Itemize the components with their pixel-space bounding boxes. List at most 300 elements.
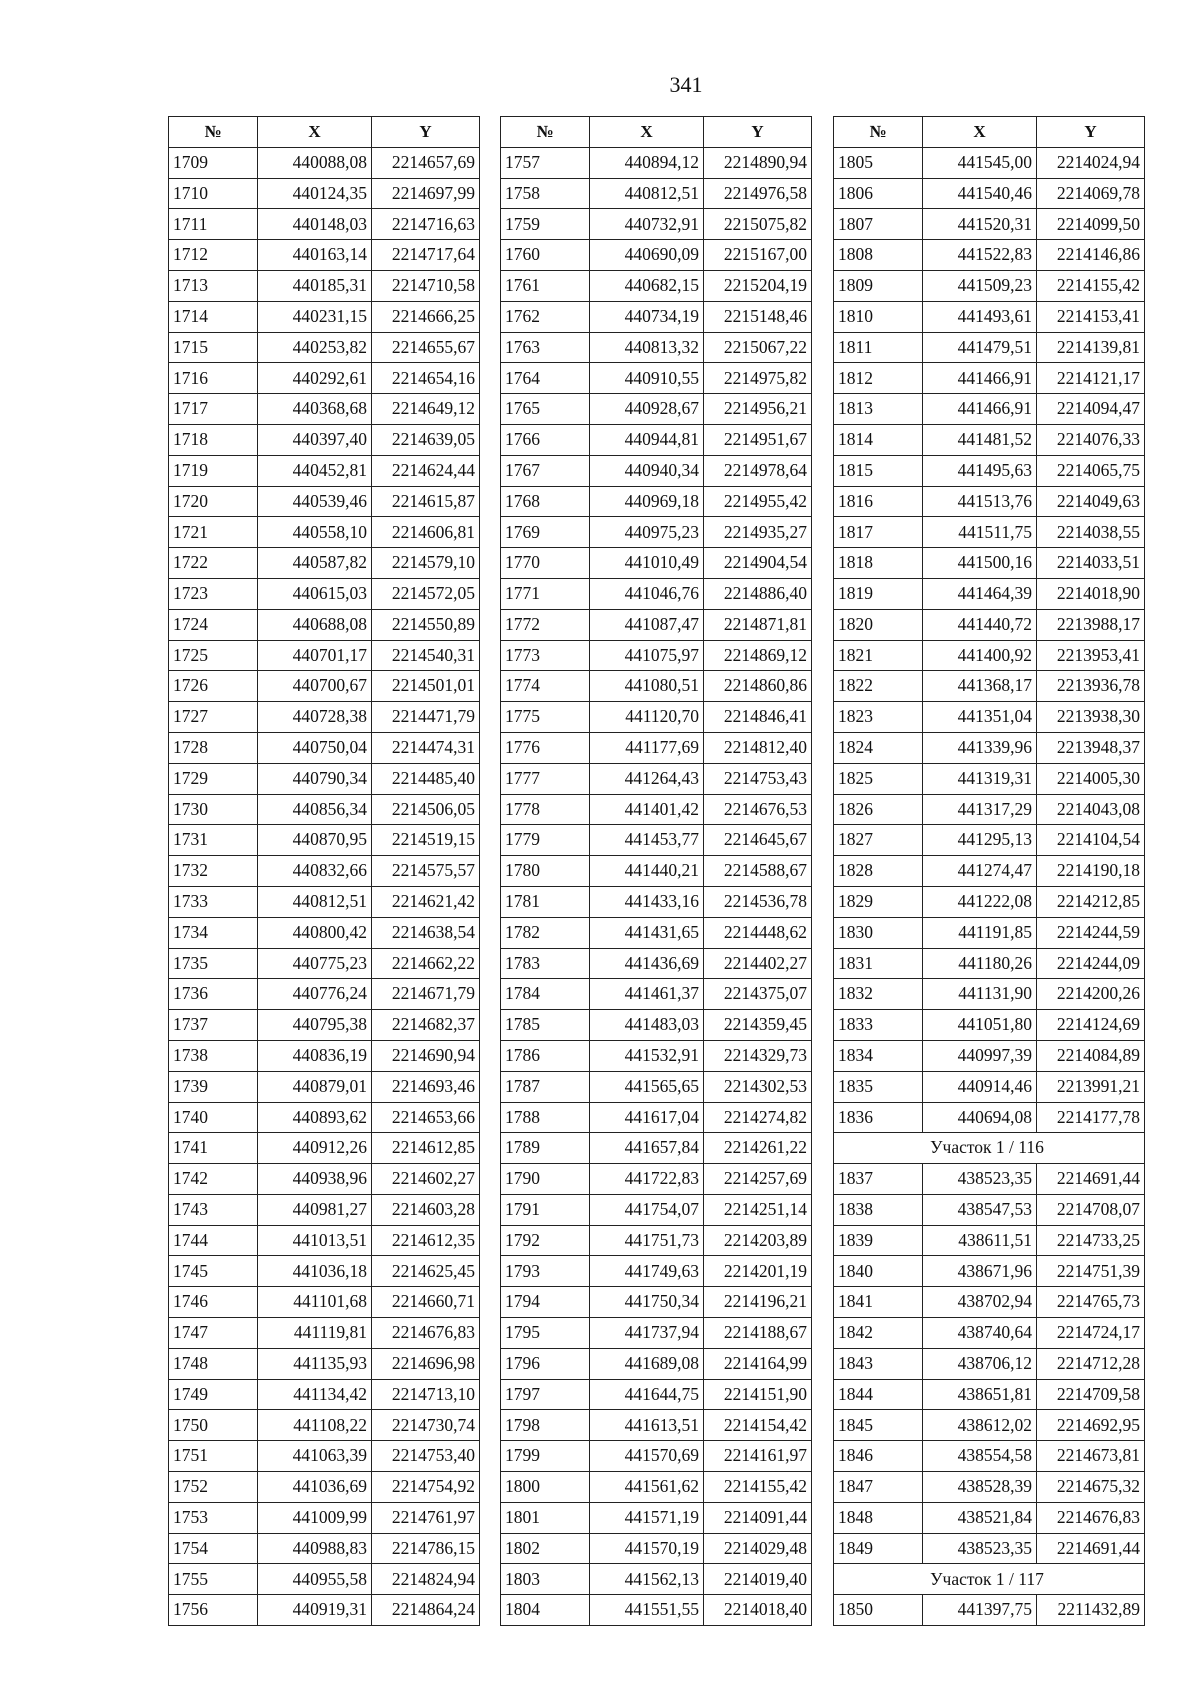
point-number-cell: 1837 — [834, 1164, 923, 1195]
y-coordinate-cell: 2214043,08 — [1037, 794, 1145, 825]
x-coordinate-cell: 438523,35 — [923, 1164, 1037, 1195]
point-number-cell: 1797 — [501, 1379, 590, 1410]
table-row — [169, 1287, 480, 1318]
point-number-cell: 1795 — [501, 1318, 590, 1349]
point-number-cell: 1726 — [169, 671, 258, 702]
y-coordinate-cell: 2214824,94 — [372, 1564, 480, 1595]
table-row — [169, 1318, 480, 1349]
table-row — [501, 424, 812, 455]
y-coordinate-cell: 2214751,39 — [1037, 1256, 1145, 1287]
y-coordinate-cell: 2214713,10 — [372, 1379, 480, 1410]
table-row — [501, 1502, 812, 1533]
point-number-cell: 1709 — [169, 147, 258, 178]
x-coordinate-cell: 438740,64 — [923, 1318, 1037, 1349]
x-coordinate-cell: 441046,76 — [590, 578, 704, 609]
x-coordinate-cell: 440694,08 — [923, 1102, 1037, 1133]
point-number-cell: 1741 — [169, 1133, 258, 1164]
table-row — [169, 240, 480, 271]
point-number-cell: 1850 — [834, 1595, 923, 1626]
table-row — [834, 394, 1145, 425]
point-number-cell: 1784 — [501, 979, 590, 1010]
point-number-cell: 1785 — [501, 1010, 590, 1041]
point-number-cell: 1796 — [501, 1348, 590, 1379]
y-coordinate-cell: 2214690,94 — [372, 1040, 480, 1071]
y-coordinate-cell: 2214869,12 — [704, 640, 812, 671]
x-coordinate-cell: 441570,19 — [590, 1533, 704, 1564]
x-coordinate-cell: 441010,49 — [590, 548, 704, 579]
table-row — [834, 794, 1145, 825]
table-row — [834, 917, 1145, 948]
point-number-cell: 1721 — [169, 517, 258, 548]
x-coordinate-cell: 441754,07 — [590, 1194, 704, 1225]
table-row — [169, 1441, 480, 1472]
point-number-cell: 1758 — [501, 178, 590, 209]
x-coordinate-cell: 440997,39 — [923, 1040, 1037, 1071]
x-coordinate-cell: 441657,84 — [590, 1133, 704, 1164]
point-number-cell: 1771 — [501, 578, 590, 609]
y-coordinate-cell: 2214203,89 — [704, 1225, 812, 1256]
point-number-cell: 1813 — [834, 394, 923, 425]
y-coordinate-cell: 2214190,18 — [1037, 856, 1145, 887]
y-coordinate-cell: 2214975,82 — [704, 363, 812, 394]
table-row — [501, 1040, 812, 1071]
x-coordinate-cell: 440231,15 — [258, 301, 372, 332]
point-number-cell: 1754 — [169, 1533, 258, 1564]
point-number-cell: 1762 — [501, 301, 590, 332]
point-number-cell: 1832 — [834, 979, 923, 1010]
table-row — [501, 1287, 812, 1318]
y-coordinate-cell: 2214084,89 — [1037, 1040, 1145, 1071]
table-row — [834, 1164, 1145, 1195]
point-number-cell: 1782 — [501, 917, 590, 948]
point-number-cell: 1769 — [501, 517, 590, 548]
table-row — [501, 1533, 812, 1564]
x-coordinate-cell: 440368,68 — [258, 394, 372, 425]
x-coordinate-cell: 441613,51 — [590, 1410, 704, 1441]
y-coordinate-cell: 2214402,27 — [704, 948, 812, 979]
point-number-cell: 1783 — [501, 948, 590, 979]
y-coordinate-cell: 2214717,64 — [372, 240, 480, 271]
coordinates-table-1 — [168, 116, 480, 1626]
point-number-cell: 1729 — [169, 763, 258, 794]
x-coordinate-cell: 441737,94 — [590, 1318, 704, 1349]
table-row — [169, 1348, 480, 1379]
table-row — [834, 147, 1145, 178]
x-coordinate-cell: 441101,68 — [258, 1287, 372, 1318]
y-coordinate-cell: 2214761,97 — [372, 1502, 480, 1533]
point-number-cell: 1810 — [834, 301, 923, 332]
point-number-cell: 1844 — [834, 1379, 923, 1410]
table-row — [834, 1225, 1145, 1256]
point-number-cell: 1834 — [834, 1040, 923, 1071]
table-row — [834, 1287, 1145, 1318]
table-row — [169, 732, 480, 763]
x-coordinate-cell: 438554,58 — [923, 1441, 1037, 1472]
x-coordinate-cell: 440539,46 — [258, 486, 372, 517]
table-row — [169, 486, 480, 517]
y-coordinate-cell: 2214976,58 — [704, 178, 812, 209]
y-coordinate-cell: 2214069,78 — [1037, 178, 1145, 209]
x-coordinate-cell: 441135,93 — [258, 1348, 372, 1379]
table-row — [169, 178, 480, 209]
y-coordinate-cell: 2214033,51 — [1037, 548, 1145, 579]
section-title: Участок 1 / 116 — [834, 1133, 1145, 1164]
table-row — [169, 609, 480, 640]
table-row — [501, 486, 812, 517]
y-coordinate-cell: 2214029,48 — [704, 1533, 812, 1564]
point-number-cell: 1740 — [169, 1102, 258, 1133]
table-row — [834, 1071, 1145, 1102]
point-number-cell: 1775 — [501, 702, 590, 733]
point-number-cell: 1823 — [834, 702, 923, 733]
point-number-cell: 1711 — [169, 209, 258, 240]
x-coordinate-cell: 440790,34 — [258, 763, 372, 794]
point-number-cell: 1756 — [169, 1595, 258, 1626]
x-coordinate-cell: 440700,67 — [258, 671, 372, 702]
table-row — [501, 1564, 812, 1595]
point-number-cell: 1833 — [834, 1010, 923, 1041]
point-number-cell: 1800 — [501, 1472, 590, 1503]
point-number-cell: 1802 — [501, 1533, 590, 1564]
table-header — [834, 117, 1145, 148]
point-number-cell: 1781 — [501, 886, 590, 917]
y-coordinate-cell: 2214329,73 — [704, 1040, 812, 1071]
x-coordinate-cell: 438671,96 — [923, 1256, 1037, 1287]
point-number-cell: 1836 — [834, 1102, 923, 1133]
y-coordinate-cell: 2214660,71 — [372, 1287, 480, 1318]
table-row — [169, 301, 480, 332]
point-number-cell: 1831 — [834, 948, 923, 979]
point-number-cell: 1814 — [834, 424, 923, 455]
table-row — [501, 1595, 812, 1626]
table-row — [501, 1410, 812, 1441]
x-coordinate-cell: 440750,04 — [258, 732, 372, 763]
y-coordinate-cell: 2214955,42 — [704, 486, 812, 517]
x-coordinate-cell: 440893,62 — [258, 1102, 372, 1133]
y-coordinate-cell: 2214261,22 — [704, 1133, 812, 1164]
x-coordinate-cell: 440558,10 — [258, 517, 372, 548]
y-coordinate-cell: 2214673,81 — [1037, 1441, 1145, 1472]
y-coordinate-cell: 2214716,63 — [372, 209, 480, 240]
x-coordinate-cell: 441075,97 — [590, 640, 704, 671]
point-number-cell: 1849 — [834, 1533, 923, 1564]
x-coordinate-cell: 440690,09 — [590, 240, 704, 271]
x-coordinate-cell: 440688,08 — [258, 609, 372, 640]
y-coordinate-cell: 2214244,59 — [1037, 917, 1145, 948]
point-number-cell: 1791 — [501, 1194, 590, 1225]
point-number-cell: 1764 — [501, 363, 590, 394]
x-coordinate-cell: 441532,91 — [590, 1040, 704, 1071]
table-row — [834, 671, 1145, 702]
point-number-cell: 1747 — [169, 1318, 258, 1349]
table-row — [169, 363, 480, 394]
y-coordinate-cell: 2214151,90 — [704, 1379, 812, 1410]
point-number-cell: 1828 — [834, 856, 923, 887]
table-row — [834, 332, 1145, 363]
table-row — [501, 1379, 812, 1410]
point-number-cell: 1848 — [834, 1502, 923, 1533]
y-coordinate-cell: 2214709,58 — [1037, 1379, 1145, 1410]
y-coordinate-cell: 2214890,94 — [704, 147, 812, 178]
y-coordinate-cell: 2214575,57 — [372, 856, 480, 887]
x-coordinate-cell: 441274,47 — [923, 856, 1037, 887]
y-coordinate-cell: 2214724,17 — [1037, 1318, 1145, 1349]
x-coordinate-cell: 441522,83 — [923, 240, 1037, 271]
x-coordinate-cell: 441750,34 — [590, 1287, 704, 1318]
x-coordinate-cell: 441511,75 — [923, 517, 1037, 548]
table-row — [834, 1194, 1145, 1225]
y-coordinate-cell: 2214653,66 — [372, 1102, 480, 1133]
y-coordinate-cell: 2214146,86 — [1037, 240, 1145, 271]
y-coordinate-cell: 2214935,27 — [704, 517, 812, 548]
y-coordinate-cell: 2214474,31 — [372, 732, 480, 763]
table-row — [169, 702, 480, 733]
header-x: X — [590, 117, 704, 148]
section-row — [834, 1564, 1145, 1595]
point-number-cell: 1735 — [169, 948, 258, 979]
point-number-cell: 1841 — [834, 1287, 923, 1318]
x-coordinate-cell: 441453,77 — [590, 825, 704, 856]
point-number-cell: 1809 — [834, 270, 923, 301]
table-row — [169, 1225, 480, 1256]
x-coordinate-cell: 440856,34 — [258, 794, 372, 825]
y-coordinate-cell: 2214099,50 — [1037, 209, 1145, 240]
point-number-cell: 1744 — [169, 1225, 258, 1256]
header-x: X — [258, 117, 372, 148]
y-coordinate-cell: 2214712,28 — [1037, 1348, 1145, 1379]
point-number-cell: 1753 — [169, 1502, 258, 1533]
x-coordinate-cell: 440775,23 — [258, 948, 372, 979]
table-row — [834, 1102, 1145, 1133]
x-coordinate-cell: 441400,92 — [923, 640, 1037, 671]
y-coordinate-cell: 2214196,21 — [704, 1287, 812, 1318]
point-number-cell: 1839 — [834, 1225, 923, 1256]
x-coordinate-cell: 440124,35 — [258, 178, 372, 209]
x-coordinate-cell: 441036,18 — [258, 1256, 372, 1287]
y-coordinate-cell: 2214038,55 — [1037, 517, 1145, 548]
table-row — [834, 1040, 1145, 1071]
x-coordinate-cell: 438523,35 — [923, 1533, 1037, 1564]
y-coordinate-cell: 2214692,95 — [1037, 1410, 1145, 1441]
x-coordinate-cell: 441397,75 — [923, 1595, 1037, 1626]
y-coordinate-cell: 2214662,22 — [372, 948, 480, 979]
table-row — [169, 1564, 480, 1595]
point-number-cell: 1763 — [501, 332, 590, 363]
x-coordinate-cell: 441317,29 — [923, 794, 1037, 825]
point-number-cell: 1746 — [169, 1287, 258, 1318]
x-coordinate-cell: 440975,23 — [590, 517, 704, 548]
point-number-cell: 1792 — [501, 1225, 590, 1256]
table-row — [501, 1071, 812, 1102]
table-row — [169, 147, 480, 178]
y-coordinate-cell: 2214104,54 — [1037, 825, 1145, 856]
x-coordinate-cell: 440955,58 — [258, 1564, 372, 1595]
table-row — [501, 917, 812, 948]
y-coordinate-cell: 2214812,40 — [704, 732, 812, 763]
y-coordinate-cell: 2214154,42 — [704, 1410, 812, 1441]
point-number-cell: 1715 — [169, 332, 258, 363]
table-row — [501, 794, 812, 825]
table-row — [834, 209, 1145, 240]
table-row — [169, 270, 480, 301]
x-coordinate-cell: 441481,52 — [923, 424, 1037, 455]
point-number-cell: 1768 — [501, 486, 590, 517]
table-header — [169, 117, 480, 148]
y-coordinate-cell: 2214155,42 — [704, 1472, 812, 1503]
point-number-cell: 1727 — [169, 702, 258, 733]
x-coordinate-cell: 441180,26 — [923, 948, 1037, 979]
table-row — [169, 1040, 480, 1071]
point-number-cell: 1801 — [501, 1502, 590, 1533]
y-coordinate-cell: 2214302,53 — [704, 1071, 812, 1102]
x-coordinate-cell: 438521,84 — [923, 1502, 1037, 1533]
point-number-cell: 1774 — [501, 671, 590, 702]
point-number-cell: 1824 — [834, 732, 923, 763]
x-coordinate-cell: 440812,51 — [258, 886, 372, 917]
table-row — [169, 1472, 480, 1503]
table-row — [834, 1010, 1145, 1041]
x-coordinate-cell: 441749,63 — [590, 1256, 704, 1287]
point-number-cell: 1720 — [169, 486, 258, 517]
x-coordinate-cell: 441722,83 — [590, 1164, 704, 1195]
y-coordinate-cell: 2214951,67 — [704, 424, 812, 455]
x-coordinate-cell: 440910,55 — [590, 363, 704, 394]
y-coordinate-cell: 2214155,42 — [1037, 270, 1145, 301]
table-row — [834, 886, 1145, 917]
y-coordinate-cell: 2214540,31 — [372, 640, 480, 671]
x-coordinate-cell: 440919,31 — [258, 1595, 372, 1626]
y-coordinate-cell: 2214710,58 — [372, 270, 480, 301]
y-coordinate-cell: 2214978,64 — [704, 455, 812, 486]
x-coordinate-cell: 438612,02 — [923, 1410, 1037, 1441]
y-coordinate-cell: 2214733,25 — [1037, 1225, 1145, 1256]
table-row — [169, 917, 480, 948]
section-title: Участок 1 / 117 — [834, 1564, 1145, 1595]
x-coordinate-cell: 438651,81 — [923, 1379, 1037, 1410]
table-row — [501, 394, 812, 425]
table-row — [501, 856, 812, 887]
x-coordinate-cell: 440795,38 — [258, 1010, 372, 1041]
point-number-cell: 1722 — [169, 548, 258, 579]
table-row — [169, 794, 480, 825]
x-coordinate-cell: 441479,51 — [923, 332, 1037, 363]
y-coordinate-cell: 2214121,17 — [1037, 363, 1145, 394]
y-coordinate-cell: 2214124,69 — [1037, 1010, 1145, 1041]
y-coordinate-cell: 2214164,99 — [704, 1348, 812, 1379]
section-row — [834, 1133, 1145, 1164]
table-row — [834, 732, 1145, 763]
x-coordinate-cell: 441509,23 — [923, 270, 1037, 301]
x-coordinate-cell: 441036,69 — [258, 1472, 372, 1503]
table-row — [501, 979, 812, 1010]
x-coordinate-cell: 441222,08 — [923, 886, 1037, 917]
table-row — [834, 486, 1145, 517]
point-number-cell: 1798 — [501, 1410, 590, 1441]
point-number-cell: 1807 — [834, 209, 923, 240]
point-number-cell: 1821 — [834, 640, 923, 671]
y-coordinate-cell: 2214676,53 — [704, 794, 812, 825]
table-row — [834, 548, 1145, 579]
x-coordinate-cell: 441562,13 — [590, 1564, 704, 1595]
point-number-cell: 1825 — [834, 763, 923, 794]
point-number-cell: 1776 — [501, 732, 590, 763]
x-coordinate-cell: 440836,19 — [258, 1040, 372, 1071]
table-row — [501, 578, 812, 609]
y-coordinate-cell: 2215204,19 — [704, 270, 812, 301]
table-row — [834, 178, 1145, 209]
y-coordinate-cell: 2214244,09 — [1037, 948, 1145, 979]
point-number-cell: 1734 — [169, 917, 258, 948]
y-coordinate-cell: 2214615,87 — [372, 486, 480, 517]
table-row — [169, 979, 480, 1010]
y-coordinate-cell: 2214624,44 — [372, 455, 480, 486]
point-number-cell: 1829 — [834, 886, 923, 917]
x-coordinate-cell: 440701,17 — [258, 640, 372, 671]
point-number-cell: 1806 — [834, 178, 923, 209]
x-coordinate-cell: 441063,39 — [258, 1441, 372, 1472]
point-number-cell: 1767 — [501, 455, 590, 486]
header-x: X — [923, 117, 1037, 148]
x-coordinate-cell: 440292,61 — [258, 363, 372, 394]
y-coordinate-cell: 2213953,41 — [1037, 640, 1145, 671]
point-number-cell: 1817 — [834, 517, 923, 548]
table-row — [169, 1502, 480, 1533]
y-coordinate-cell: 2214753,40 — [372, 1441, 480, 1472]
y-coordinate-cell: 2214076,33 — [1037, 424, 1145, 455]
header-no: № — [169, 117, 258, 148]
table-row — [169, 424, 480, 455]
table-row — [169, 671, 480, 702]
x-coordinate-cell: 441131,90 — [923, 979, 1037, 1010]
point-number-cell: 1830 — [834, 917, 923, 948]
x-coordinate-cell: 441751,73 — [590, 1225, 704, 1256]
point-number-cell: 1733 — [169, 886, 258, 917]
y-coordinate-cell: 2215067,22 — [704, 332, 812, 363]
table-row — [501, 886, 812, 917]
table-row — [169, 1410, 480, 1441]
x-coordinate-cell: 441520,31 — [923, 209, 1037, 240]
page-number: 341 — [669, 72, 703, 97]
table-row — [169, 763, 480, 794]
point-number-cell: 1812 — [834, 363, 923, 394]
y-coordinate-cell: 2214602,27 — [372, 1164, 480, 1195]
y-coordinate-cell: 2214251,14 — [704, 1194, 812, 1225]
y-coordinate-cell: 2214049,63 — [1037, 486, 1145, 517]
point-number-cell: 1835 — [834, 1071, 923, 1102]
y-coordinate-cell: 2214201,19 — [704, 1256, 812, 1287]
x-coordinate-cell: 440776,24 — [258, 979, 372, 1010]
table-row — [834, 702, 1145, 733]
y-coordinate-cell: 2215075,82 — [704, 209, 812, 240]
y-coordinate-cell: 2214212,85 — [1037, 886, 1145, 917]
point-number-cell: 1773 — [501, 640, 590, 671]
y-coordinate-cell: 2214676,83 — [1037, 1502, 1145, 1533]
x-coordinate-cell: 440938,96 — [258, 1164, 372, 1195]
table-row — [169, 394, 480, 425]
y-coordinate-cell: 2214696,98 — [372, 1348, 480, 1379]
point-number-cell: 1748 — [169, 1348, 258, 1379]
y-coordinate-cell: 2213948,37 — [1037, 732, 1145, 763]
table-row — [834, 1318, 1145, 1349]
point-number-cell: 1732 — [169, 856, 258, 887]
table-row — [169, 1256, 480, 1287]
x-coordinate-cell: 440185,31 — [258, 270, 372, 301]
point-number-cell: 1826 — [834, 794, 923, 825]
y-coordinate-cell: 2214188,67 — [704, 1318, 812, 1349]
x-coordinate-cell: 441431,65 — [590, 917, 704, 948]
point-number-cell: 1843 — [834, 1348, 923, 1379]
x-coordinate-cell: 440894,12 — [590, 147, 704, 178]
